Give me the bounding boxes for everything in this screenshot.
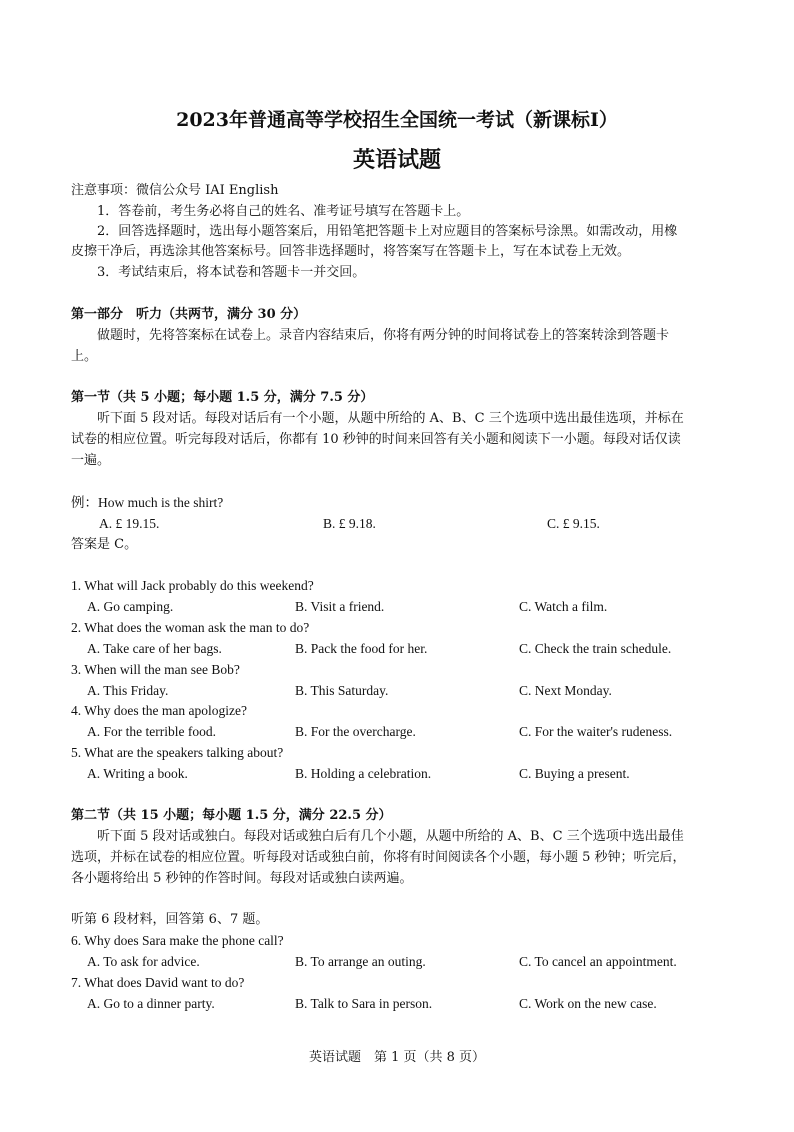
- question-2-option-a: A. Take care of her bags.: [87, 641, 222, 656]
- question-3: 3. When will the man see Bob?: [71, 662, 240, 677]
- section2-intro-line-2: 选项，并标在试卷的相应位置。听每段对话或独白前，你将有时间阅读各个小题，每小题 5 秒钟；听完后，: [71, 850, 686, 865]
- question-2-option-c: C. Check the train schedule.: [519, 641, 672, 656]
- question-6-option-a: A. To ask for advice.: [87, 954, 200, 969]
- exam-subtitle: 英语试题: [352, 147, 441, 173]
- question-1-option-a: A. Go camping.: [87, 599, 174, 614]
- question-3-option-c: C. Next Monday.: [519, 683, 612, 698]
- question-1-option-b: B. Visit a friend.: [295, 599, 385, 614]
- section1-intro-line-1: 听下面 5 段对话。每段对话后有一个小题，从题中所给的 A、B、C 三个选项中选出最佳选项，并标在: [97, 411, 684, 426]
- question-7-option-c: C. Work on the new case.: [519, 996, 657, 1011]
- question-7-option-b: B. Talk to Sara in person.: [295, 996, 433, 1011]
- example-option-a: A. £ 19.15.: [99, 516, 160, 531]
- notice-item-2-line-2: 皮擦干净后，再选涂其他答案标号。回答非选择题时，将答案写在答题卡上，写在本试卷上无效。: [71, 244, 631, 259]
- question-2: 2. What does the woman ask the man to do?: [71, 620, 310, 635]
- section1-heading: 第一节（共 5 小题；每小题 1.5 分，满分 7.5 分）: [71, 390, 374, 405]
- question-1: 1. What will Jack probably do this weekend?: [71, 578, 314, 593]
- question-5-option-b: B. Holding a celebration.: [295, 766, 432, 781]
- notice-heading: 注意事项：微信公众号 IAI English: [71, 183, 279, 198]
- notice-item-1: 1．答卷前，考生务必将自己的姓名、准考证号填写在答题卡上。: [97, 204, 470, 219]
- section1-intro-line-2: 试卷的相应位置。听完每段对话后，你都有 10 秒钟的时间来回答有关小题和阅读下一小题。每段对话仅读: [71, 432, 681, 447]
- part1-intro-line-2: 上。: [71, 349, 98, 364]
- section2-intro-line-1: 听下面 5 段对话或独白。每段对话或独白后有几个小题，从题中所给的 A、B、C 三个选项中选出最佳: [97, 829, 684, 844]
- material-6-instruction: 听第 6 段材料，回答第 6、7 题。: [71, 912, 269, 927]
- example-answer: 答案是 C。: [71, 537, 138, 552]
- question-4: 4. Why does the man apologize?: [71, 703, 247, 718]
- question-4-option-c: C. For the waiter's rudeness.: [519, 724, 673, 739]
- question-7-option-a: A. Go to a dinner party.: [87, 996, 215, 1011]
- question-1-option-c: C. Watch a film.: [519, 599, 608, 614]
- question-6: 6. Why does Sara make the phone call?: [71, 933, 284, 948]
- question-3-option-b: B. This Saturday.: [295, 683, 389, 698]
- part1-intro-line-1: 做题时，先将答案标在试卷上。录音内容结束后，你将有两分钟的时间将试卷上的答案转涂到答题卡: [97, 328, 670, 343]
- question-6-option-b: B. To arrange an outing.: [295, 954, 426, 969]
- example-question: 例：How much is the shirt?: [71, 495, 224, 510]
- notice-item-2-line-1: 2．回答选择题时，选出每小题答案后，用铅笔把答题卡上对应题目的答案标号涂黑。如需改动，用橡: [97, 224, 678, 239]
- section1-intro-line-3: 一遍。: [71, 453, 111, 468]
- question-5: 5. What are the speakers talking about?: [71, 745, 284, 760]
- question-4-option-b: B. For the overcharge.: [295, 724, 416, 739]
- part1-heading: 第一部分 听力（共两节，满分 30 分）: [71, 307, 307, 322]
- question-7: 7. What does David want to do?: [71, 975, 245, 990]
- section2-intro-line-3: 各小题将给出 5 秒钟的作答时间。每段对话或独白读两遍。: [71, 871, 413, 886]
- question-6-option-c: C. To cancel an appointment.: [519, 954, 677, 969]
- section2-heading: 第二节（共 15 小题；每小题 1.5 分，满分 22.5 分）: [71, 808, 392, 823]
- example-option-c: C. £ 9.15.: [547, 516, 600, 531]
- question-2-option-b: B. Pack the food for her.: [295, 641, 428, 656]
- exam-title: 2023年普通高等学校招生全国统一考试（新课标I）: [176, 109, 618, 131]
- question-4-option-a: A. For the terrible food.: [87, 724, 216, 739]
- example-option-b: B. £ 9.18.: [323, 516, 376, 531]
- question-5-option-a: A. Writing a book.: [87, 766, 188, 781]
- question-3-option-a: A. This Friday.: [87, 683, 169, 698]
- notice-item-3: 3．考试结束后，将本试卷和答题卡一并交回。: [97, 265, 366, 280]
- page-footer: 英语试题 第 1 页（共 8 页）: [308, 1050, 486, 1065]
- question-5-option-c: C. Buying a present.: [519, 766, 630, 781]
